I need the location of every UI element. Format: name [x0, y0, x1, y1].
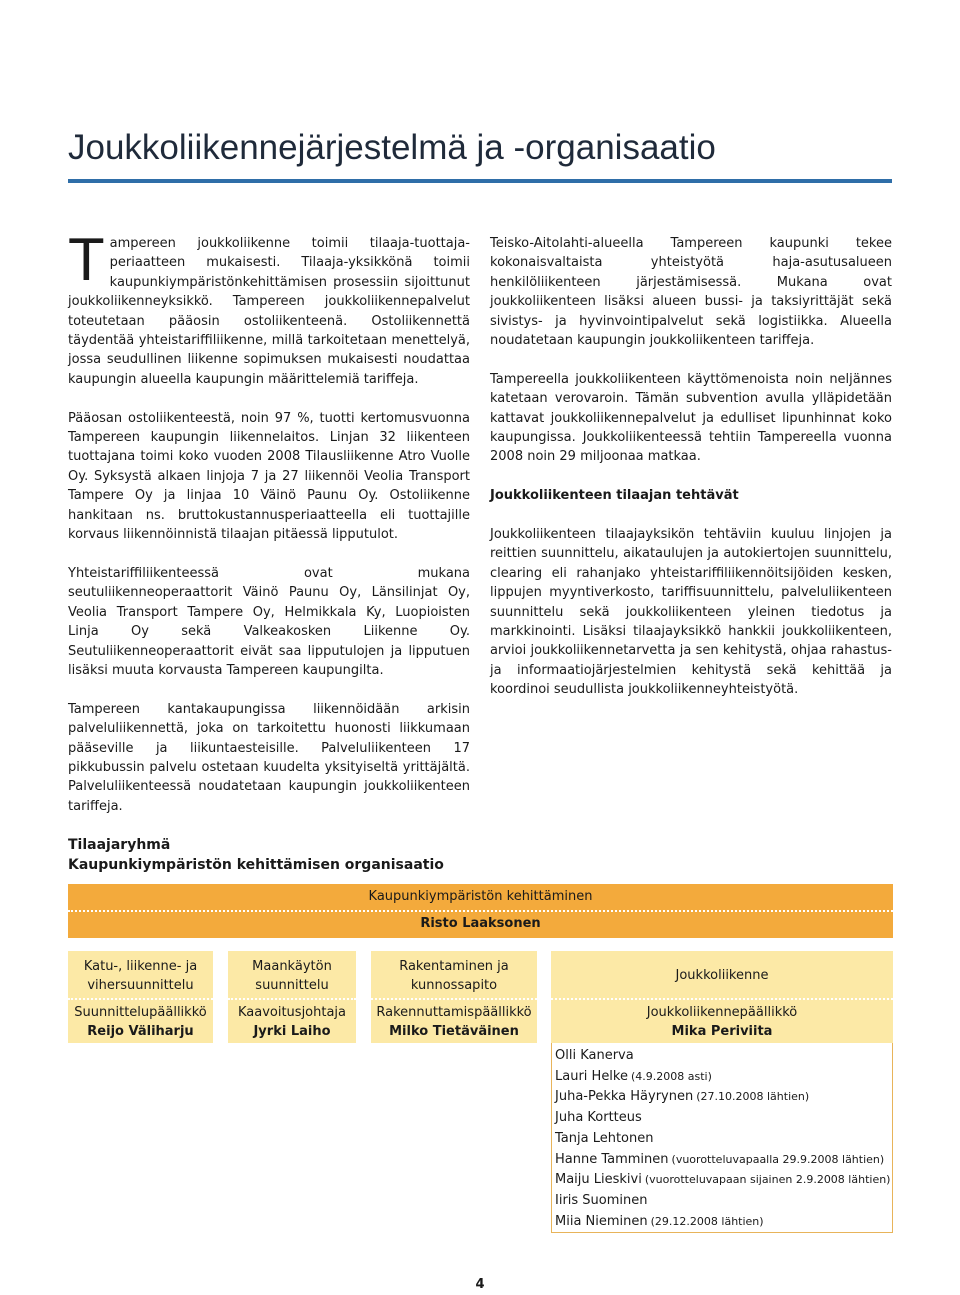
org-unit-rakentaminen — [371, 951, 537, 1043]
staff-list-box — [551, 1043, 893, 1233]
dotted-divider — [551, 998, 893, 1000]
org-top-box — [68, 884, 893, 938]
staff-item — [555, 1150, 892, 1171]
staff-item — [555, 1067, 892, 1088]
org-unit-role: Rakennuttamispäällikkö — [376, 1005, 532, 1020]
org-unit-joukkoliikenne — [551, 951, 893, 1043]
staff-name: Maiju Lieskivi — [555, 1172, 642, 1188]
org-unit-role: Suunnittelupäällikkö — [74, 1005, 207, 1020]
staff-item — [555, 1046, 892, 1067]
staff-name: Iiris Suominen — [555, 1192, 648, 1208]
org-unit-maankaytto — [228, 951, 356, 1043]
staff-name: Juha-Pekka Häyrynen — [555, 1089, 694, 1105]
paragraph-palveluliikenne: Tampereen kantakaupungissa liikennöidään arkisin palveluliikennettä, joka on tarkoitettu huonosti liikkumaan pääseville ja liikuntaesteisille. Palveluliikenteen 17 pikkubussin palvelu ostetaan kuudelta yksityiseltä yrittäjältä. Palveluliikenteessä noudatetaan kaupungin joukkoliikenteen tariffeja. — [68, 701, 470, 814]
staff-item — [555, 1129, 892, 1150]
staff-name: Hanne Tamminen — [555, 1151, 669, 1167]
dotted-divider — [68, 910, 893, 912]
paragraph-intro — [68, 226, 470, 389]
org-top-title: Kaupunkiympäristön kehittäminen — [368, 889, 593, 904]
org-unit-name: Maankäytön suunnittelu — [252, 959, 332, 993]
dotted-divider — [68, 998, 213, 1000]
staff-item — [555, 1170, 892, 1191]
staff-list — [552, 1043, 892, 1232]
org-unit-person: Jyrki Laiho — [253, 1024, 331, 1039]
org-top-person: Risto Laaksonen — [420, 916, 541, 931]
org-unit-name: Katu-, liikenne- ja vihersuunnittelu — [83, 959, 198, 993]
staff-item — [555, 1212, 892, 1233]
org-unit-katu-liikenne — [68, 951, 213, 1043]
staff-item — [555, 1087, 892, 1108]
paragraph-tehtavat: Joukkoliikenteen tilaajayksikön tehtäviin kuuluu linjojen ja reittien suunnittelu, aikataulujen ja autokiertojen suunnittelu, clearing eli rahanjako yhteistariffiliikennöitsijöiden kesken, lippujen myyntiverkosto, tariffisuunnittelu, palveluliikenteen suunnittelu sekä joukkoliikenteen yleinen tiedotus ja markkinointi. Lisäksi tilaajayksikkö hankkii joukkoliikenteen, arvioi joukkoliikennetarvetta ja sen kehitystä, ohjaa rahastus- ja informaatiojärjestelmien kehitystä sekä kehittää ja koordinoi seudullista joukkoliikenneyhteistyötä. — [490, 527, 892, 698]
org-unit-person: Milko Tietäväinen — [389, 1024, 519, 1039]
staff-note: (4.9.2008 asti) — [631, 1069, 712, 1083]
staff-name: Lauri Helke — [555, 1068, 628, 1084]
org-unit-name: Joukkoliikenne — [675, 968, 769, 983]
paragraph-ostoliikenne: Pääosan ostoliikenteestä, noin 97 %, tuotti kertomusvuonna Tampereen kaupungin liikennelaitos. Linjan 32 liikenteen tuottajana toimi koko vuoden 2008 Tilausliikenne Atro Vuolle Oy. Syksystä alkaen linjoja 7 ja 27 liikennöi Veolia Transport Tampere Oy ja linjaa 10 Väinö Paunu Oy. Ostoliikenne hankitaan ns. bruttokustannusperiaatteella eli tuottajille korvaus liikennöinnistä tilaajan pitäessä lipputulot. — [68, 410, 470, 543]
org-unit-person: Mika Periviita — [671, 1024, 773, 1039]
paragraph-teisko: Teisko-Aitolahti-alueella Tampereen kaupunki tekee kokonaisvaltaista yhteistyötä haja-asutusalueen henkilöliikenteen järjestämisessä. Mukana ovat joukkoliikenteen lisäksi alueen bussi- ja taksiyrittäjät sekä sivistys- ja hyvinvointipalvelut sekä logistiikka. Alueella noudatetaan kaupungin joukkoliikenteen tariffeja. — [490, 236, 892, 349]
staff-item — [555, 1191, 892, 1212]
staff-note: (vuorotteluvapaan sijainen 2.9.2008 lähtien) — [644, 1173, 891, 1187]
staff-note: (29.12.2008 lähtien) — [650, 1214, 764, 1228]
subheading-tilaajan-tehtavat: Joukkoliikenteen tilaajan tehtävät — [490, 488, 739, 504]
org-heading-line1: Tilaajaryhmä — [68, 837, 171, 853]
left-column — [68, 226, 470, 836]
page-number: 4 — [475, 1277, 485, 1292]
paragraph-intro-text: ampereen joukkoliikenne toimii tilaaja-tuottaja- periaatteen mukaisesti. Tilaaja-yksikkönä toimii kaupunkiympäristönkehittämisen prosessiin sijoittunut joukkoliikenneyksikkö. Tampereen joukkoliikennepalvelut toteutetaan pääosin ostoliikenteenä. Ostoliikennettä täydentää yhteistariffiliikenne, millä tarkoitetaan menettelyä, jossa seudullinen liikenne sopimuksen mukaisesti noudattaa kaupungin alueella kaupungin määrittelemiä tariffeja. — [68, 236, 470, 387]
page-title: Joukkoliikennejärjestelmä ja -organisaatio — [68, 128, 716, 167]
org-unit-role: Joukkoliikennepäällikkö — [646, 1005, 798, 1020]
paragraph-yhteistariffi: Yhteistariffiliikenteessä ovat mukana seutuliikenneoperaattorit Väinö Paunu Oy, Länsilinjat Oy, Veolia Transport Tampere Oy, Helmikkala Ky, Luopioisten Linja Oy sekä Valkeakosken Liikenne Oy. Seutuliikenneoperaattorit eivät saa lipputulojen ja lipputuen lisäksi muuta korvausta Tampereen kaupungilta. — [68, 565, 470, 678]
staff-name: Tanja Lehtonen — [555, 1130, 654, 1146]
staff-note: (vuorotteluvapaalla 29.9.2008 lähtien) — [671, 1152, 885, 1166]
right-column — [490, 234, 892, 719]
staff-name: Olli Kanerva — [555, 1048, 634, 1063]
drop-cap: T — [68, 226, 105, 293]
staff-note: (27.10.2008 lähtien) — [696, 1090, 810, 1104]
org-unit-name: Rakentaminen ja kunnossapito — [399, 959, 509, 993]
staff-name: Juha Kortteus — [555, 1110, 642, 1126]
org-heading-line2: Kaupunkiympäristön kehittämisen organisaatio — [68, 857, 444, 873]
dotted-divider — [228, 998, 356, 1000]
title-rule — [68, 179, 892, 183]
paragraph-subventio: Tampereella joukkoliikenteen käyttömenoista noin neljännes katetaan verovaroin. Tämän subvention avulla ylläpidetään kattavat joukkoliikennepalvelut ja edulliset lipunhinnat koko kaupungissa. Joukkoliikenteessä tehtiin Tampereella vuonna 2008 noin 29 miljoonaa matkaa. — [490, 371, 892, 465]
staff-name: Miia Nieminen — [555, 1213, 648, 1229]
org-unit-role: Kaavoitusjohtaja — [237, 1005, 347, 1020]
dotted-divider — [371, 998, 537, 1000]
staff-item — [555, 1108, 892, 1129]
org-unit-person: Reijo Väliharju — [87, 1024, 194, 1039]
org-heading — [68, 835, 444, 875]
